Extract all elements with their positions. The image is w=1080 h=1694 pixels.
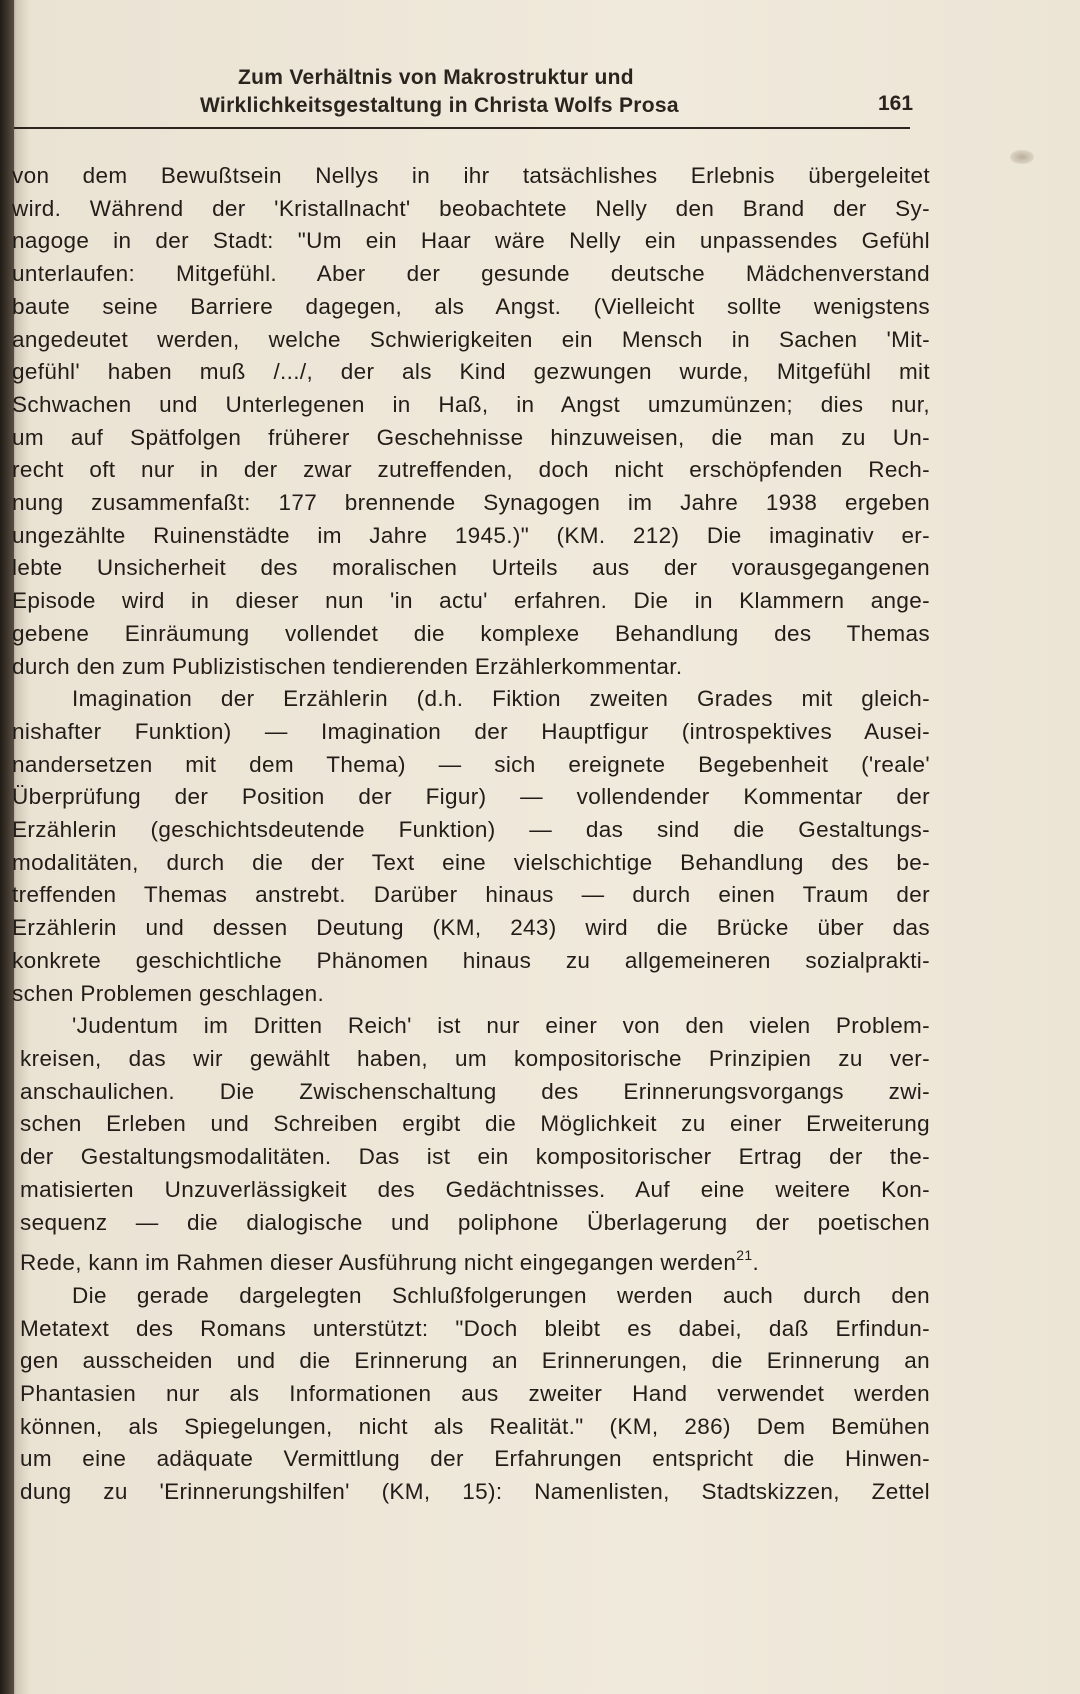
text-line: modalitäten, durch die der Text eine vielschichtige Behandlung des be-	[12, 849, 930, 875]
text-line: angedeutet werden, welche Schwierigkeiten ein Mensch in Sachen 'Mit-	[12, 326, 930, 352]
text-line: ungezählte Ruinenstädte im Jahre 1945.)" (KM. 212) Die imaginativ er-	[12, 522, 930, 548]
text-line: gebene Einräumung vollendet die komplexe Behandlung des Themas	[12, 620, 930, 646]
text-line: nung zusammenfaßt: 177 brennende Synagogen im Jahre 1938 ergeben	[12, 490, 930, 516]
text-line: Imagination der Erzählerin (d.h. Fiktion zweiten Grades mit gleich-	[72, 686, 930, 712]
header-title-line-2: Wirklichkeitsgestaltung in Christa Wolfs Prosa	[200, 94, 679, 117]
text-line: Phantasien nur als Informationen aus zweiter Hand verwendet werden	[20, 1381, 930, 1407]
text-line: anschaulichen. Die Zwischenschaltung des Erinnerungsvorgangs zwi-	[20, 1078, 930, 1104]
text-line-with-footnote	[12, 1239, 930, 1280]
text-line: nishafter Funktion) — Imagination der Hauptfigur (introspektives Ausei-	[12, 718, 930, 744]
text-line: sequenz — die dialogische und poliphone Überlagerung der poetischen	[20, 1209, 930, 1235]
text-line: treffenden Themas anstrebt. Darüber hinaus — durch einen Traum der	[12, 882, 930, 908]
text-line: der Gestaltungsmodalitäten. Das ist ein kompositorischer Ertrag der the-	[20, 1144, 930, 1170]
text-line: von dem Bewußtsein Nellys in ihr tatsächlishes Erlebnis übergeleitet	[12, 163, 930, 188]
text-line: nagoge in der Stadt: "Um ein Haar wäre Nelly ein unpassendes Gefühl	[12, 228, 930, 254]
paper-stain	[1010, 150, 1034, 164]
text-line: Schwachen und Unterlegenen in Haß, in Angst umzumünzen; dies nur,	[12, 391, 930, 417]
text-line: schen Erleben und Schreiben ergibt die Möglichkeit zu einer Erweiterung	[20, 1111, 930, 1137]
text-line: Die gerade dargelegten Schlußfolgerungen werden auch durch den	[72, 1282, 930, 1308]
page-number: 161	[878, 92, 914, 115]
text-line-content: Rede, kann im Rahmen dieser Ausführung nicht eingegangen werden	[20, 1250, 737, 1276]
text-line: Erzählerin (geschichtsdeutende Funktion) — das sind die Gestaltungs-	[12, 817, 930, 843]
text-line: gefühl' haben muß /.../, der als Kind gezwungen wurde, Mitgefühl mit	[12, 359, 930, 385]
header-title-line-1: Zum Verhältnis von Makrostruktur und	[238, 66, 634, 89]
footnote-reference[interactable]: 21	[736, 1247, 753, 1264]
text-line: 'Judentum im Dritten Reich' ist nur einer von den vielen Problem-	[72, 1013, 930, 1039]
text-line: konkrete geschichtliche Phänomen hinaus zu allgemeineren sozialprakti-	[12, 947, 930, 973]
text-line: wird. Während der 'Kristallnacht' beobachtete Nelly den Brand der Sy-	[12, 195, 930, 221]
text-line: baute seine Barriere dagegen, als Angst. (Vielleicht sollte wenigstens	[12, 293, 930, 319]
footnote-trail: .	[752, 1250, 760, 1276]
text-line: dung zu 'Erinnerungshilfen' (KM, 15): Namenlisten, Stadtskizzen, Zettel	[20, 1479, 930, 1505]
text-line: um auf Spätfolgen früherer Geschehnisse hinzuweisen, die man zu Un-	[12, 424, 930, 450]
text-line: um eine adäquate Vermittlung der Erfahrungen entspricht die Hinwen-	[20, 1446, 930, 1472]
text-line: schen Problemen geschlagen.	[12, 980, 325, 1006]
text-line: lebte Unsicherheit des moralischen Urteils aus der vorausgegangenen	[12, 555, 930, 581]
text-line: gen ausscheiden und die Erinnerung an Erinnerungen, die Erinnerung an	[20, 1348, 930, 1374]
text-line: Episode wird in dieser nun 'in actu' erfahren. Die in Klammern ange-	[12, 588, 930, 614]
text-line: matisierten Unzuverlässigkeit des Gedächtnisses. Auf eine weitere Kon-	[20, 1176, 930, 1202]
text-line: Überprüfung der Position der Figur) — vollendender Kommentar der	[12, 784, 930, 810]
text-line: können, als Spiegelungen, nicht als Realität." (KM, 286) Dem Bemühen	[20, 1413, 930, 1439]
header-rule	[14, 127, 910, 129]
text-line: unterlaufen: Mitgefühl. Aber der gesunde deutsche Mädchenverstand	[12, 261, 930, 287]
text-line: recht oft nur in der zwar zutreffenden, doch nicht erschöpfenden Rech-	[12, 457, 930, 483]
text-line: durch den zum Publizistischen tendierenden Erzählerkommentar.	[12, 653, 683, 679]
text-line: Metatext des Romans unterstützt: "Doch bleibt es dabei, daß Erfindun-	[20, 1315, 930, 1341]
text-line: nandersetzen mit dem Thema) — sich ereignete Begebenheit ('reale'	[12, 751, 930, 777]
text-line: Erzählerin und dessen Deutung (KM, 243) wird die Brücke über das	[12, 915, 930, 941]
text-line: kreisen, das wir gewählt haben, um kompositorische Prinzipien zu ver-	[20, 1045, 930, 1071]
body-text	[12, 160, 930, 1509]
running-header	[190, 64, 910, 120]
